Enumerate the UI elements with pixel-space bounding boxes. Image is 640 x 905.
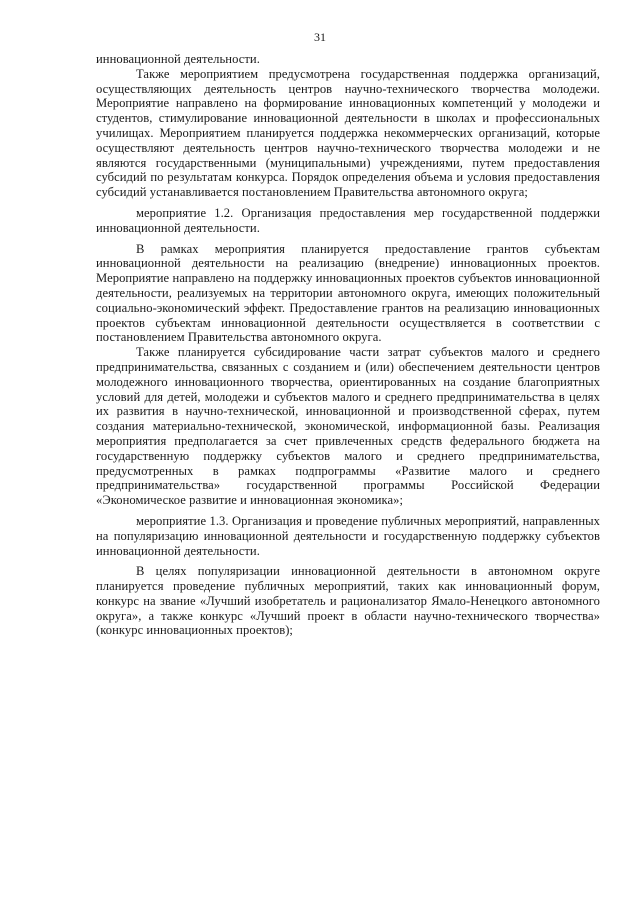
page-number: 31 [314,30,326,44]
paragraph-continuation: инновационной деятельности. [96,52,260,66]
paragraph-subsidies-sme: Также планируется субсидирование части затрат субъектов малого и среднего предпринимательства, связанных с созданием и (или) обеспечением деятельности центров молодежного инновационного творчества, ориентированных на создание благоприятных условий для детей, молодежи и субъектов малого и среднего предпринимательства в целях их развития в научно-технической, инновационной и производственной сферах, путем создания материально-технической, экономической, информационной базы. Реализация мероприятия предполагается за счет привлеченных средств федерального бюджета на государственную поддержку субъектов малого и среднего предпринимательства, предусмотренных в рамках подпрограммы «Развитие малого и среднего предпринимательства» государственной программы Российской Федерации «Экономическое развитие и инновационная экономика»; [96,345,600,508]
document-body [96,52,600,638]
paragraph-measure-1-2-heading: мероприятие 1.2. Организация предоставления мер государственной поддержки инновационной деятельности. [96,205,600,235]
paragraph-popularization: В целях популяризации инновационной деятельности в автономном округе планируется проведение публичных мероприятий, таких как инновационный форум, конкурс на звание «Лучший изобретатель и рационализатор Ямало-Ненецкого автономного округа», а также конкурс «Лучший проект в области научно-технического творчества» (конкурс инновационных проектов); [96,564,600,638]
paragraph-measure-1-3-heading: мероприятие 1.3. Организация и проведение публичных мероприятий, направленных на популяризацию инновационной деятельности и государственную поддержку субъектов инновационной деятельности. [96,513,600,558]
paragraph-youth-centers-support: Также мероприятием предусмотрена государственная поддержка организаций, осуществляющих деятельность центров научно-технического творчества молодежи. Мероприятие направлено на формирование инновационных компетенций у молодежи и студентов, стимулирование инновационной деятельности в школах и профессиональных училищах. Мероприятием планируется поддержка некоммерческих организаций, которые осуществляют деятельность центров научно-технического творчества молодежи и не являются государственными (муниципальными) учреждениями, путем предоставления субсидий по результатам конкурса. Порядок определения объема и условия предоставления субсидий устанавливается постановлением Правительства автономного округа; [96,66,600,200]
paragraph-grants: В рамках мероприятия планируется предоставление грантов субъектам инновационной деятельности на реализацию (внедрение) инновационных проектов. Мероприятие направлено на поддержку инновационных проектов субъектов инновационной деятельности, реализуемых на территории автономного округа, имеющих положительный социально-экономический эффект. Предоставление грантов на реализацию инновационных проектов субъектам инновационной деятельности осуществляется в соответствии с постановлением Правительства автономного округа. [96,241,600,345]
